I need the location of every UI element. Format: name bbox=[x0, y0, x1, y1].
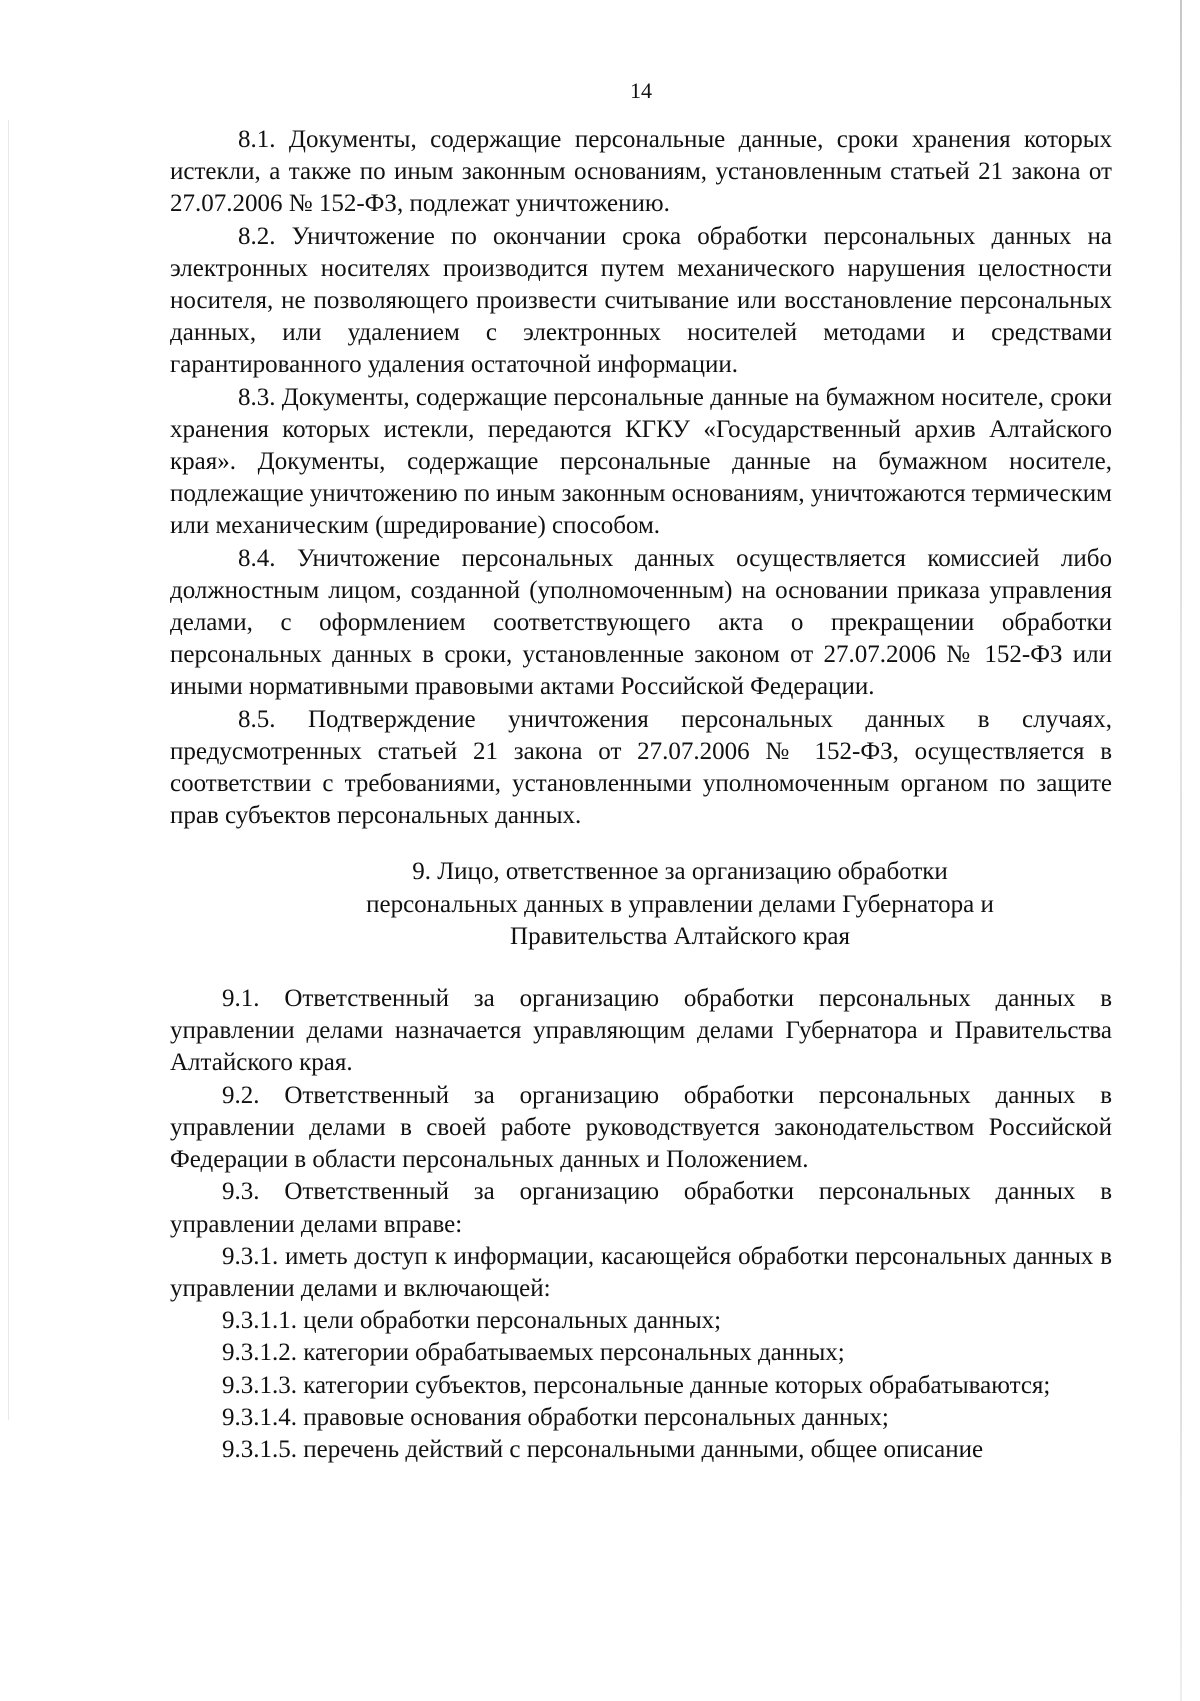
paragraph-9-1: 9.1. Ответственный за организацию обработки персональных данных в управлении делами назначается управляющим делами Губернатора и Правительства Алтайского края. bbox=[170, 985, 1112, 1077]
paragraph-8-4: 8.4. Уничтожение персональных данных осуществляется комиссией либо должностным лицом, созданной (уполномоченным) на основании приказа управления делами, с оформлением соответствующего акта о прекращении обработки персональных данных в сроки, установленные законом от 27.07.2006 № 152-ФЗ или иными нормативными правовыми актами Российской Федерации. bbox=[170, 544, 1112, 701]
paragraph-9-3-1: 9.3.1. иметь доступ к информации, касающейся обработки персональных данных в управлении делами и включающей: bbox=[170, 1242, 1112, 1302]
paragraph-9-3-1-3: 9.3.1.3. категории субъектов, персональные данные которых обрабатываются; bbox=[222, 1371, 1051, 1399]
paragraph-9-3-1-1: 9.3.1.1. цели обработки персональных данных; bbox=[222, 1307, 722, 1335]
section-heading-line-3: Правительства Алтайского края bbox=[510, 922, 850, 950]
scan-edge-right bbox=[1180, 0, 1182, 1701]
page-number: 14 bbox=[630, 78, 652, 103]
paragraph-9-3-1-2: 9.3.1.2. категории обрабатываемых персональных данных; bbox=[222, 1339, 845, 1367]
paragraph-8-1: 8.1. Документы, содержащие персональные данные, сроки хранения которых истекли, а также по иным законным основаниям, установленным статьей 21 закона от 27.07.2006 № 152-ФЗ, подлежат уничтожению. bbox=[170, 126, 1112, 218]
section-heading-line-2: персональных данных в управлении делами Губернатора и bbox=[366, 890, 994, 918]
document-page bbox=[170, 78, 1112, 1466]
paragraph-8-3: 8.3. Документы, содержащие персональные данные на бумажном носителе, сроки хранения которых истекли, передаются КГКУ «Государственный архив Алтайского края». Документы, содержащие персональные данные на бумажном носителе, подлежащие уничтожению по иным законным основаниям, уничтожаются термическим или механическим (шредирование) способом. bbox=[170, 383, 1112, 540]
paragraph-8-2: 8.2. Уничтожение по окончании срока обработки персональных данных на электронных носителях производится путем механического нарушения целостности носителя, не позволяющего произвести считывание или восстановление персональных данных, или удалением с электронных носителей методами и средствами гарантированного удаления остаточной информации. bbox=[170, 222, 1112, 379]
paragraph-9-3-1-4: 9.3.1.4. правовые основания обработки персональных данных; bbox=[222, 1403, 889, 1431]
section-9-heading bbox=[320, 856, 1040, 953]
scan-edge-left bbox=[8, 120, 9, 1420]
paragraph-9-3: 9.3. Ответственный за организацию обработки персональных данных в управлении делами вправе: bbox=[170, 1178, 1112, 1238]
paragraph-9-3-1-5: 9.3.1.5. перечень действий с персональными данными, общее описание bbox=[222, 1435, 984, 1463]
paragraph-9-2: 9.2. Ответственный за организацию обработки персональных данных в управлении делами в своей работе руководствуется законодательством Российской Федерации в области персональных данных и Положением. bbox=[170, 1081, 1112, 1174]
section-heading-line-1: 9. Лицо, ответственное за организацию обработки bbox=[412, 858, 948, 886]
paragraph-8-5: 8.5. Подтверждение уничтожения персональных данных в случаях, предусмотренных статьей 21 закона от 27.07.2006 № 152-ФЗ, осуществляется в соответствии с требованиями, установленными уполномоченным органом по защите прав субъектов персональных данных. bbox=[170, 705, 1112, 830]
